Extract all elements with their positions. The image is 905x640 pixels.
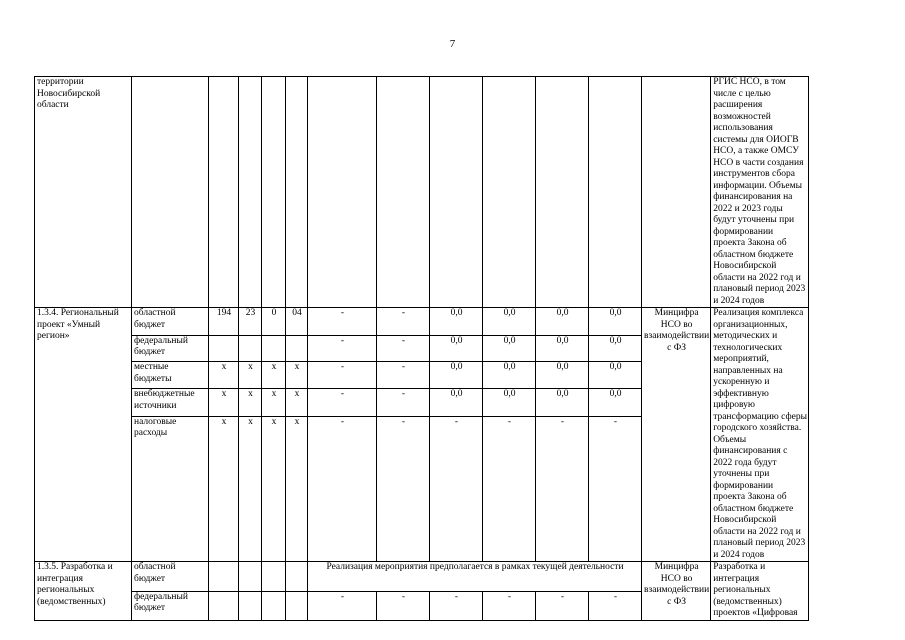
value-cell: - xyxy=(308,591,377,620)
value-cell: 0,0 xyxy=(483,389,536,417)
budget-source: областной бюджет xyxy=(132,562,209,592)
value-cell: - xyxy=(377,308,430,336)
value-cell: 0,0 xyxy=(430,308,483,336)
code-cell: x xyxy=(239,389,262,417)
table-row xyxy=(35,77,809,308)
executor: Минцифра НСО во взаимодействии с ФЗ xyxy=(642,308,711,562)
code-cell xyxy=(239,335,262,362)
code-cell xyxy=(209,335,239,362)
code-cell: 0 xyxy=(262,308,286,336)
value-cell: 0,0 xyxy=(536,362,589,389)
value-cell: - xyxy=(308,389,377,417)
event-note: РГИС НСО, в том числе с целью расширения возможностей использования системы для ОИОГВ НСО, а также ОМСУ НСО в части создания инструментов сбора информации. Объемы финансирования на 2022 и 2023 годы будут уточнены при формировании проекта Закона об областном бюджете Новосибирской области на 2022 год и плановый период 2023 и 2024 годов xyxy=(711,77,809,308)
code-cell: x xyxy=(209,416,239,561)
program-table xyxy=(34,76,809,621)
code-cell: 04 xyxy=(286,308,308,336)
code-cell: 194 xyxy=(209,308,239,336)
value-cell: 0,0 xyxy=(536,308,589,336)
code-cell: x xyxy=(286,389,308,417)
value-cell: - xyxy=(308,308,377,336)
code-cell: x xyxy=(209,362,239,389)
table-row xyxy=(35,562,809,592)
event-note: Разработка и интеграция региональных (ведомственных) проектов «Цифровая xyxy=(711,562,809,621)
value-cell: - xyxy=(589,591,642,620)
value-cell: 0,0 xyxy=(536,389,589,417)
value-cell: - xyxy=(308,335,377,362)
budget-source: федеральный бюджет xyxy=(132,335,209,362)
value-cell: 0,0 xyxy=(483,335,536,362)
budget-source: областной бюджет xyxy=(132,308,209,336)
value-cell: - xyxy=(377,389,430,417)
value-cell: 0,0 xyxy=(536,335,589,362)
value-cell: - xyxy=(483,591,536,620)
merged-note: Реализация мероприятия предполагается в рамках текущей деятельности xyxy=(308,562,642,592)
table-row xyxy=(35,308,809,336)
value-cell: 0,0 xyxy=(430,362,483,389)
code-cell xyxy=(286,335,308,362)
value-cell: - xyxy=(308,362,377,389)
page-number: 7 xyxy=(449,38,456,50)
value-cell: 0,0 xyxy=(589,308,642,336)
event-name: 1.3.4. Региональный проект «Умный регион» xyxy=(35,308,132,562)
budget-source: федеральный бюджет xyxy=(132,591,209,620)
value-cell: 0,0 xyxy=(483,362,536,389)
budget-source: налоговые расходы xyxy=(132,416,209,561)
value-cell: - xyxy=(430,591,483,620)
code-cell: x xyxy=(286,362,308,389)
code-cell: x xyxy=(262,416,286,561)
value-cell: 0,0 xyxy=(589,362,642,389)
code-cell: x xyxy=(239,416,262,561)
value-cell: - xyxy=(377,416,430,561)
value-cell: - xyxy=(377,362,430,389)
budget-source: местные бюджеты xyxy=(132,362,209,389)
budget-source: внебюджетные источники xyxy=(132,389,209,417)
value-cell: - xyxy=(430,416,483,561)
code-cell: x xyxy=(286,416,308,561)
value-cell: - xyxy=(483,416,536,561)
value-cell: 0,0 xyxy=(430,389,483,417)
executor: Минцифра НСО во взаимодействии с ФЗ xyxy=(642,562,711,621)
value-cell: 0,0 xyxy=(430,335,483,362)
value-cell: 0,0 xyxy=(589,389,642,417)
value-cell: - xyxy=(377,591,430,620)
code-cell: 23 xyxy=(239,308,262,336)
event-name: территории Новосибирской области xyxy=(35,77,132,308)
value-cell: - xyxy=(536,416,589,561)
code-cell: x xyxy=(239,362,262,389)
code-cell: x xyxy=(262,362,286,389)
code-cell: x xyxy=(209,389,239,417)
event-name: 1.3.5. Разработка и интеграция региональных (ведомственных) xyxy=(35,562,132,621)
value-cell: - xyxy=(536,591,589,620)
value-cell: - xyxy=(308,416,377,561)
value-cell: 0,0 xyxy=(483,308,536,336)
value-cell: - xyxy=(377,335,430,362)
code-cell: x xyxy=(262,389,286,417)
value-cell: 0,0 xyxy=(589,335,642,362)
value-cell: - xyxy=(589,416,642,561)
code-cell xyxy=(262,335,286,362)
event-note: Реализация комплекса организационных, методических и технологических мероприятий, направленных на ускоренную и эффективную цифровую трансформацию сферы городского хозяйства. Объемы финансирования с 2022 года будут уточнены при формировании проекта Закона об областном бюджете Новосибирской области на 2022 год и плановый период 2023 и 2024 годов xyxy=(711,308,809,562)
